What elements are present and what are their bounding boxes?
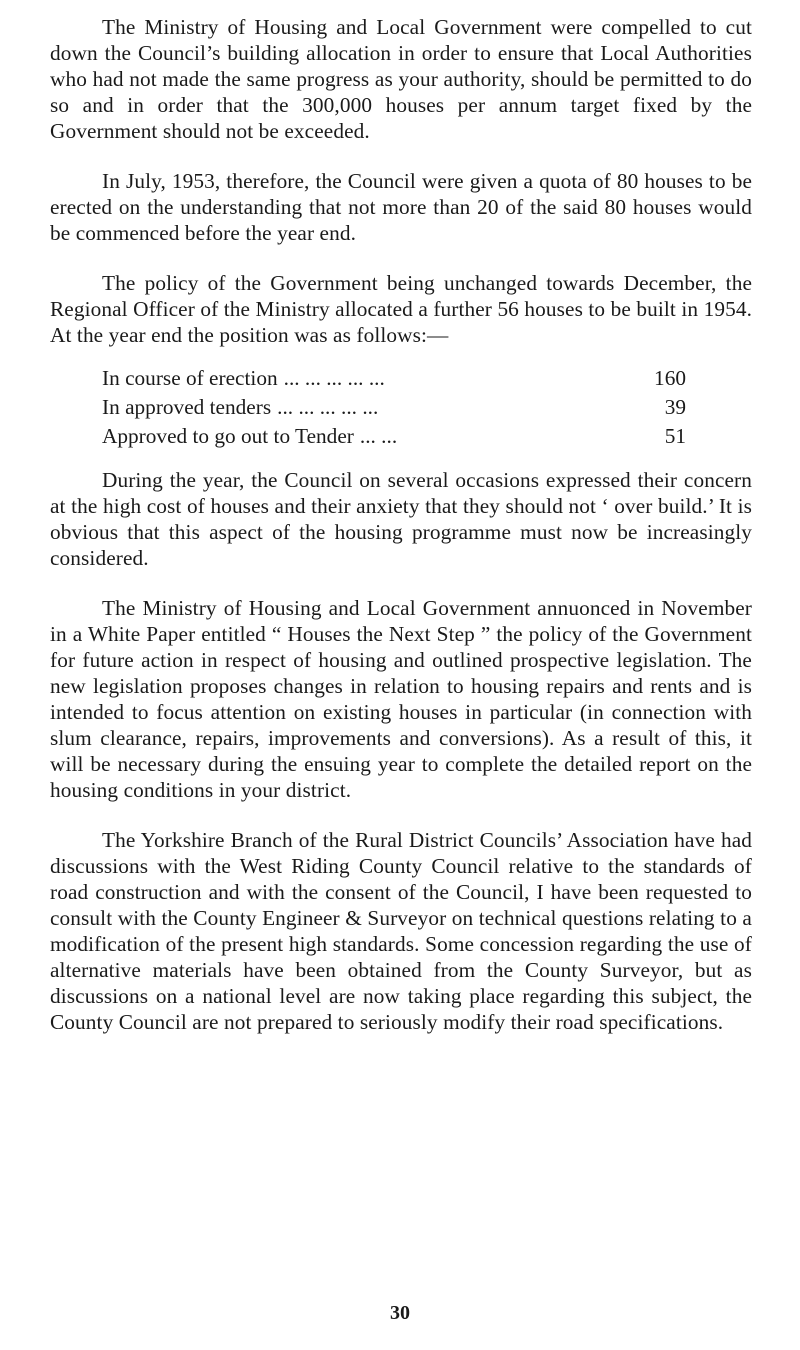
list-item (102, 364, 686, 393)
position-value: 51 (664, 424, 686, 448)
list-item (102, 422, 686, 451)
paragraph-white-paper: The Ministry of Housing and Local Government annuonced in November in a White Paper entitled “ Houses the Next Step ” the policy of the Government for future action in respect of housing and outlined prospective legislation. The new legislation proposes changes in relation to housing repairs and rents and is intended to focus attention on existing houses in particular (in connection with slum clearance, repairs, improvements and conversions). As a result of this, it will be necessary during the ensuing year to complete the detailed report on the housing conditions in your district. (50, 596, 752, 802)
dot-leader: ... ... ... ... ... (283, 366, 385, 390)
dot-leader: ... ... (359, 424, 398, 448)
paragraph-cost-concern: During the year, the Council on several occasions expressed their concern at the high cost of houses and their anxiety that they should not ‘ over build.’ It is obvious that this aspect of the housing programme must now be increasingly considered. (50, 468, 752, 570)
position-value: 160 (654, 366, 686, 390)
page-number: 30 (390, 1302, 410, 1324)
dot-leader: ... ... ... ... ... (277, 395, 379, 419)
paragraph-building-allocation: The Ministry of Housing and Local Government were compelled to cut down the Council’s building allocation in order to ensure that Local Authorities who had not made the same progress as your authority, should be permitted to do so and in order that the 300,000 houses per annum target fixed by the Government should not be exceeded. (50, 15, 752, 143)
document-page (50, 14, 752, 1059)
paragraph-road-standards: The Yorkshire Branch of the Rural District Councils’ Association have had discussions with the West Riding County Council relative to the standards of road construction and with the consent of the Council, I have been requested to consult with the County Engineer & Surveyor on technical questions relating to a modification of the present high standards. Some concession regarding the use of alternative materials have been obtained from the County Surveyor, but as discussions on a national level are now taking place regarding this subject, the County Council are not prepared to seriously modify their road specifications. (50, 828, 752, 1034)
position-value: 39 (664, 395, 686, 419)
paragraph-government-policy: The policy of the Government being unchanged towards December, the Regional Officer of the Ministry allocated a further 56 houses to be built in 1954. At the year end the position was as follows:— (50, 271, 752, 347)
position-label: In course of erection (102, 366, 278, 390)
list-item (102, 393, 686, 422)
paragraph-july-quota: In July, 1953, therefore, the Council were given a quota of 80 houses to be erected on the understanding that not more than 20 of the said 80 houses would be commenced before the year end. (50, 169, 752, 245)
year-end-position-list (50, 364, 752, 451)
position-label: In approved tenders (102, 395, 272, 419)
position-label: Approved to go out to Tender (102, 424, 354, 448)
